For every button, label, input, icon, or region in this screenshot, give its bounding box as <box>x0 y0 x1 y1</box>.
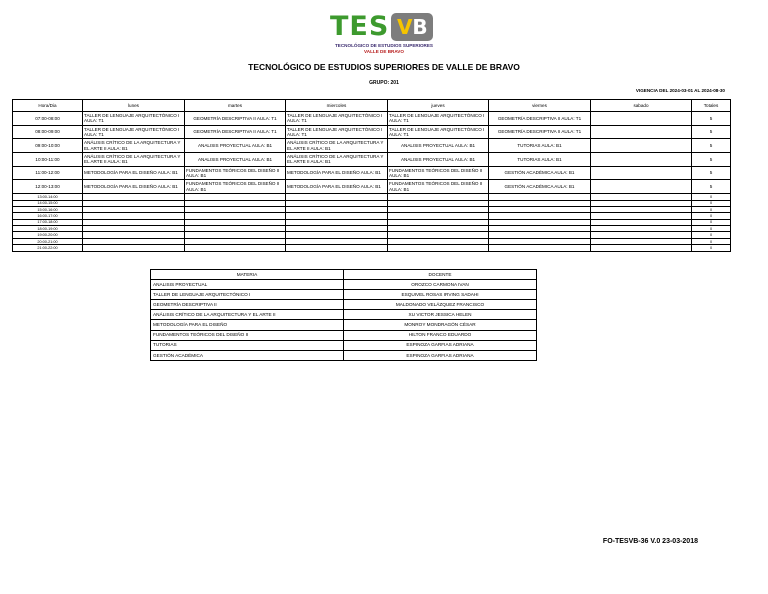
schedule-cell <box>591 112 692 126</box>
schedule-cell: ANALISIS PROYECTUAL AULA: B1 <box>388 153 489 167</box>
schedule-cell: ANÁLISIS CRÍTICO DE LA ARQUITECTURA Y EL ARTE II AULA: B1 <box>83 153 185 167</box>
schedule-cell: FUNDAMENTOS TEÓRICOS DEL DISEÑO II AULA: B1 <box>185 166 286 180</box>
schedule-row <box>13 125 731 139</box>
teacher-name-cell: ESQUIVEL ROSAS IRVING SADAHI <box>344 290 537 300</box>
schedule-cell: GESTIÓN ACADÉMICA AULA: B1 <box>489 180 591 194</box>
subject-name-cell: METODOLOGÍA PARA EL DISEÑO <box>151 320 344 330</box>
subject-name-cell: ANALISIS PROYECTUAL <box>151 280 344 290</box>
schedule-cell: TALLER DE LENGUAJE ARQUITECTÓNICO I AULA: T1 <box>83 112 185 126</box>
time-slot-cell: 12:00-13:00 <box>13 180 83 194</box>
subject-name-cell: TUTORIAS <box>151 340 344 350</box>
schedule-cell: TALLER DE LENGUAJE ARQUITECTÓNICO I AULA: T1 <box>388 125 489 139</box>
schedule-cell: METODOLOGÍA PARA EL DISEÑO AULA: B1 <box>83 180 185 194</box>
total-cell: 0 <box>692 238 731 244</box>
schedule-cell: TUTORIAS AULA: B1 <box>489 139 591 153</box>
time-slot-cell: 13:00-14:00 <box>13 194 83 200</box>
schedule-row <box>13 153 731 167</box>
schedule-header-cell: jueves <box>388 100 489 112</box>
schedule-header-cell: miercoles <box>286 100 388 112</box>
teacher-name-cell: MONROY MONDRAGÓN CÉSAR <box>344 320 537 330</box>
schedule-cell: GESTIÓN ACADÉMICA AULA: B1 <box>489 166 591 180</box>
time-slot-cell: 10:00-11:00 <box>13 153 83 167</box>
schedule-cell <box>591 139 692 153</box>
schedule-cell: ANÁLISIS CRÍTICO DE LA ARQUITECTURA Y EL ARTE II AULA: B1 <box>286 139 388 153</box>
time-slot-cell: 19:00-20:00 <box>13 232 83 238</box>
schedule-cell: ANALISIS PROYECTUAL AULA: B1 <box>185 153 286 167</box>
total-cell: 5 <box>692 112 731 126</box>
time-slot-cell: 17:00-18:00 <box>13 219 83 225</box>
logo-subtitle: TECNOLÓGICO DE ESTUDIOS SUPERIORES <box>334 43 433 48</box>
subject-row <box>151 300 537 310</box>
schedule-cell <box>489 245 591 251</box>
subjects-header-cell: MATERIA <box>151 270 344 280</box>
total-cell: 0 <box>692 232 731 238</box>
schedule-cell: TALLER DE LENGUAJE ARQUITECTÓNICO I AULA: T1 <box>388 112 489 126</box>
schedule-header-cell: viernes <box>489 100 591 112</box>
time-slot-cell: 07:00-08:00 <box>13 112 83 126</box>
subject-name-cell: GESTIÓN ACADÉMICA <box>151 350 344 360</box>
schedule-cell: METODOLOGÍA PARA EL DISEÑO AULA: B1 <box>286 166 388 180</box>
schedule-cell: GEOMETRÍA DESCRIPTIVA II AULA: T1 <box>185 125 286 139</box>
schedule-cell: METODOLOGÍA PARA EL DISEÑO AULA: B1 <box>83 166 185 180</box>
time-slot-cell: 11:00-12:00 <box>13 166 83 180</box>
total-cell: 0 <box>692 226 731 232</box>
subject-row <box>151 350 537 360</box>
schedule-cell <box>591 180 692 194</box>
schedule-cell <box>185 245 286 251</box>
schedule-header-cell: martes <box>185 100 286 112</box>
time-slot-cell: 21:00-22:00 <box>13 245 83 251</box>
subject-name-cell: GEOMETRÍA DESCRIPTIVA II <box>151 300 344 310</box>
time-slot-cell: 08:00-09:00 <box>13 125 83 139</box>
total-cell: 5 <box>692 166 731 180</box>
schedule-cell: FUNDAMENTOS TEÓRICOS DEL DISEÑO II AULA: B1 <box>388 166 489 180</box>
logo-subtitle-2: VALLE DE BRAVO <box>364 49 404 54</box>
schedule-header-cell: sabado <box>591 100 692 112</box>
subject-name-cell: TALLER DE LENGUAJE ARQUITECTÓNICO I <box>151 290 344 300</box>
logo-vb-badge: V B <box>391 13 433 41</box>
teacher-name-cell: HILTON FRANCO EDUARDO <box>344 330 537 340</box>
subject-row <box>151 290 537 300</box>
schedule-cell: GEOMETRÍA DESCRIPTIVA II AULA: T1 <box>489 112 591 126</box>
time-slot-cell: 18:00-19:00 <box>13 226 83 232</box>
schedule-cell: FUNDAMENTOS TEÓRICOS DEL DISEÑO II AULA: B1 <box>185 180 286 194</box>
time-slot-cell: 16:00-17:00 <box>13 213 83 219</box>
time-slot-cell: 15:00-16:00 <box>13 206 83 212</box>
schedule-row <box>13 112 731 126</box>
schedule-cell: TALLER DE LENGUAJE ARQUITECTÓNICO I AULA: T1 <box>83 125 185 139</box>
schedule-cell <box>591 245 692 251</box>
subject-row <box>151 340 537 350</box>
schedule-cell: TUTORIAS AULA: B1 <box>489 153 591 167</box>
total-cell: 5 <box>692 125 731 139</box>
schedule-cell <box>388 245 489 251</box>
schedule-cell: ANALISIS PROYECTUAL AULA: B1 <box>388 139 489 153</box>
validity-period: VIGENCIA DEL 2024-03-01 AL 2024-08-30 <box>635 88 725 93</box>
subject-name-cell: ANÁLISIS CRÍTICO DE LA ARQUITECTURA Y EL ARTE II <box>151 310 344 320</box>
schedule-cell <box>591 166 692 180</box>
schedule-header-cell: Totales <box>692 100 731 112</box>
time-slot-cell: 20:00-21:00 <box>13 238 83 244</box>
total-cell: 0 <box>692 200 731 206</box>
schedule-cell: FUNDAMENTOS TEÓRICOS DEL DISEÑO II AULA: B1 <box>388 180 489 194</box>
total-cell: 5 <box>692 139 731 153</box>
total-cell: 0 <box>692 194 731 200</box>
form-code: FO-TESVB-36 V.0 23-03-2018 <box>602 538 698 545</box>
subject-row <box>151 310 537 320</box>
schedule-row <box>13 166 731 180</box>
teacher-name-cell: ESPINOZA GARFIAS ADRIANA <box>344 340 537 350</box>
schedule-header-cell: lunes <box>83 100 185 112</box>
subject-row <box>151 330 537 340</box>
schedule-cell: GEOMETRÍA DESCRIPTIVA II AULA: T1 <box>489 125 591 139</box>
schedule-row <box>13 139 731 153</box>
schedule-cell <box>591 125 692 139</box>
schedule-cell: GEOMETRÍA DESCRIPTIVA II AULA: T1 <box>185 112 286 126</box>
schedule-header-cell: Hora/Dia <box>13 100 83 112</box>
logo-tes-text: TES <box>330 11 390 42</box>
schedule-cell: ANÁLISIS CRÍTICO DE LA ARQUITECTURA Y EL ARTE II AULA: B1 <box>286 153 388 167</box>
total-cell: 0 <box>692 219 731 225</box>
schedule-cell: TALLER DE LENGUAJE ARQUITECTÓNICO I AULA: T1 <box>286 125 388 139</box>
document-title: TECNOLÓGICO DE ESTUDIOS SUPERIORES DE VALLE DE BRAVO <box>248 62 520 72</box>
schedule-cell: ANALISIS PROYECTUAL AULA: B1 <box>185 139 286 153</box>
schedule-cell: ANÁLISIS CRÍTICO DE LA ARQUITECTURA Y EL ARTE II AULA: B1 <box>83 139 185 153</box>
subjects-table <box>150 269 537 361</box>
teacher-name-cell: ESPINOZA GARFIAS ADRIANA <box>344 350 537 360</box>
total-cell: 5 <box>692 153 731 167</box>
schedule-cell <box>286 245 388 251</box>
teacher-name-cell: XU VICTOR JESSICA HELEN <box>344 310 537 320</box>
subjects-header-cell: DOCENTE <box>344 270 537 280</box>
schedule-cell: METODOLOGÍA PARA EL DISEÑO AULA: B1 <box>286 180 388 194</box>
schedule-cell <box>83 245 185 251</box>
total-cell: 0 <box>692 245 731 251</box>
schedule-cell <box>591 153 692 167</box>
time-slot-cell: 14:00-15:00 <box>13 200 83 206</box>
schedule-row <box>13 245 731 251</box>
tesvb-logo <box>330 12 438 56</box>
teacher-name-cell: MALDONADO VELÁZQUEZ FRANCISCO <box>344 300 537 310</box>
subject-name-cell: FUNDAMENTOS TEÓRICOS DEL DISEÑO II <box>151 330 344 340</box>
schedule-cell: TALLER DE LENGUAJE ARQUITECTÓNICO I AULA: T1 <box>286 112 388 126</box>
subject-row <box>151 280 537 290</box>
subject-row <box>151 320 537 330</box>
schedule-table <box>12 99 731 252</box>
teacher-name-cell: OROZCO CARMONA IVAN <box>344 280 537 290</box>
total-cell: 0 <box>692 206 731 212</box>
schedule-row <box>13 180 731 194</box>
time-slot-cell: 09:00-10:00 <box>13 139 83 153</box>
group-label: GRUPO: 201 <box>369 80 399 86</box>
total-cell: 0 <box>692 213 731 219</box>
total-cell: 5 <box>692 180 731 194</box>
